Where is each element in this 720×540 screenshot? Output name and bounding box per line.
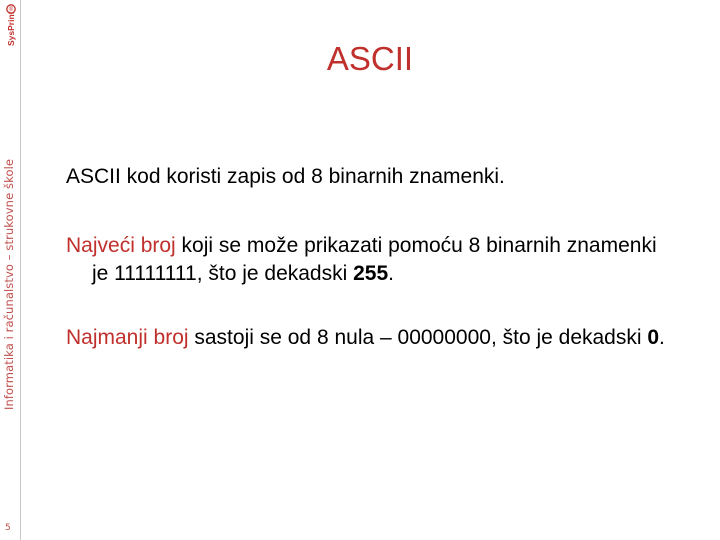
- bullet-item: [66, 163, 676, 191]
- bullet-text: koji se može prikazati pomoću 8 binarnih znamenki je 11111111, što je dekadski: [92, 234, 657, 285]
- page-number: 5: [5, 523, 11, 533]
- bullet-item: [66, 324, 676, 352]
- bullet-list: [66, 163, 676, 352]
- highlight-term: Najveći broj: [66, 234, 176, 257]
- bullet-end: .: [659, 326, 665, 349]
- sidebar-divider: [20, 0, 21, 540]
- bold-value: 0: [647, 326, 660, 349]
- svg-text:SysPrint: SysPrint: [6, 11, 16, 46]
- bullet-text: sastoji se od 8 nula – 00000000, što je dekadski: [188, 326, 648, 349]
- bullet-item: [66, 232, 676, 288]
- svg-text:®: ®: [8, 7, 14, 13]
- course-label: Informatika i računalstvo – strukovne škole: [2, 158, 16, 410]
- bold-value: 255: [353, 262, 389, 285]
- slide-title: ASCII: [326, 40, 414, 77]
- bullet-text: ASCII kod koristi zapis od 8 binarnih znamenki.: [66, 165, 505, 188]
- sidebar: [0, 0, 22, 540]
- bullet-end: .: [388, 262, 395, 285]
- highlight-term: Najmanji broj: [66, 326, 189, 349]
